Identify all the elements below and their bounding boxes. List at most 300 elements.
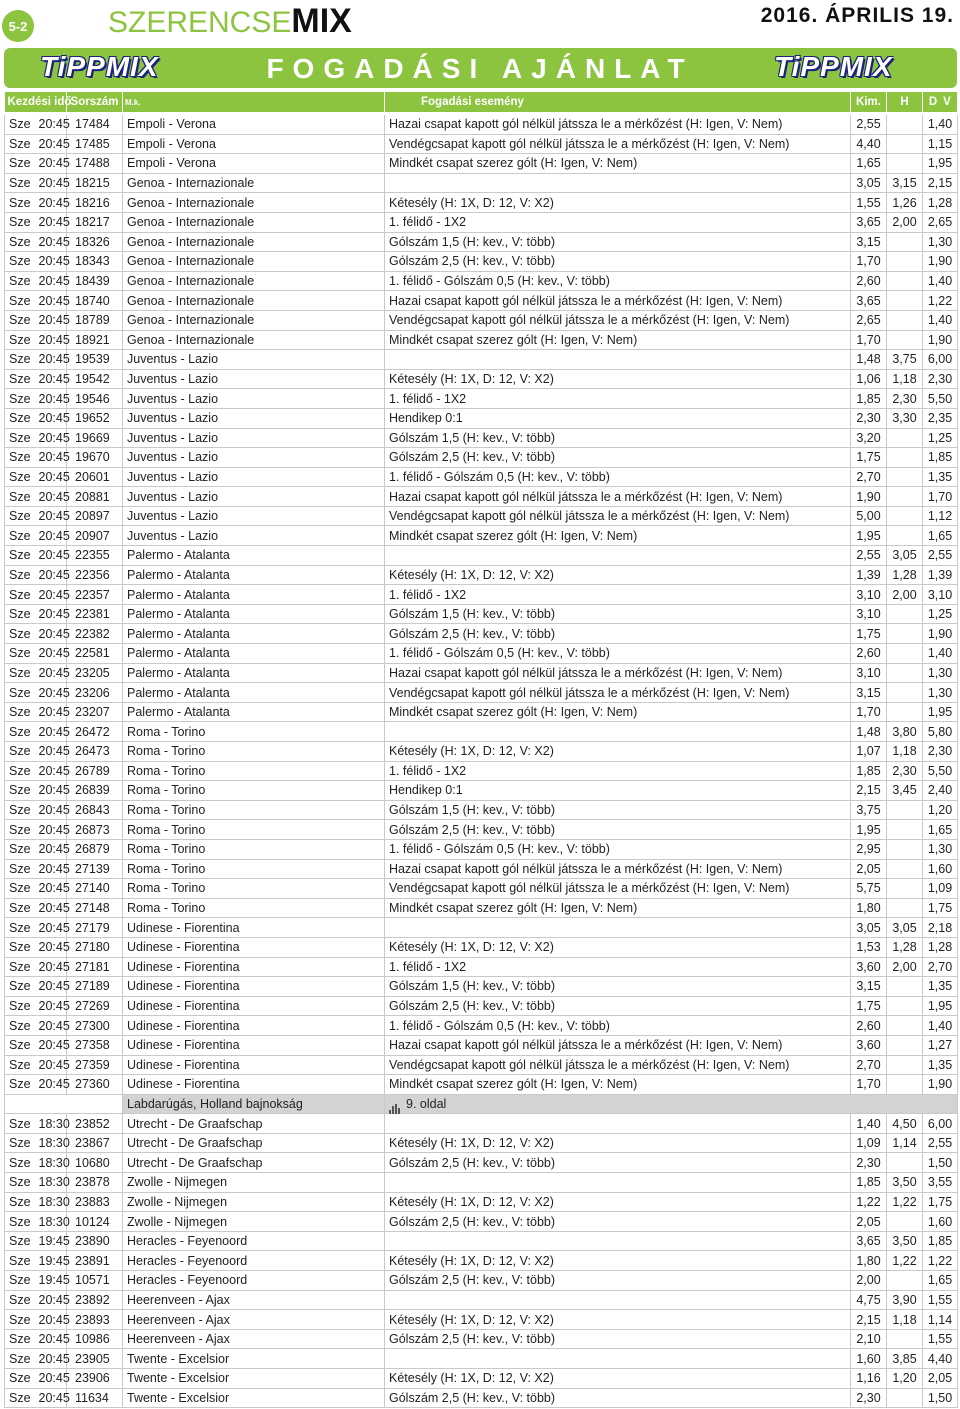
cell-id: 17485	[67, 134, 123, 154]
cell-day: Sze	[5, 1271, 33, 1291]
table-row	[5, 1290, 958, 1310]
cell-event: Hazai csapat kapott gól nélkül játssza le a mérkőzést (H: Igen, V: Nem)	[385, 663, 851, 683]
cell-id: 18217	[67, 212, 123, 232]
cell-time: 20:45	[33, 565, 67, 585]
cell-time: 20:45	[33, 115, 67, 134]
cell-day: Sze	[5, 702, 33, 722]
cell-odds-kim: 1,40	[851, 1114, 887, 1134]
cell-event: Gólszám 1,5 (H: kev., V: több)	[385, 604, 851, 624]
cell-odds-kim: 1,09	[851, 1133, 887, 1153]
cell-match: Genoa - Internazionale	[123, 330, 385, 350]
cell-odds-kim: 2,70	[851, 1055, 887, 1075]
cell-odds-h	[887, 624, 923, 644]
cell-odds-kim: 1,70	[851, 330, 887, 350]
cell-match: Heracles - Feyenoord	[123, 1231, 385, 1251]
cell-time: 20:45	[33, 898, 67, 918]
cell-odds-h: 3,05	[887, 546, 923, 566]
cell-day: Sze	[5, 957, 33, 977]
cell-odds-kim: 1,65	[851, 154, 887, 174]
cell-odds-h: 2,00	[887, 957, 923, 977]
cell-odds-kim: 3,15	[851, 232, 887, 252]
cell-odds-v: 1,65	[923, 1271, 958, 1291]
table-row	[5, 1271, 958, 1291]
cell-match: Palermo - Atalanta	[123, 683, 385, 703]
cell-odds-v: 1,90	[923, 252, 958, 272]
cell-id: 26879	[67, 839, 123, 859]
cell-odds-h	[887, 506, 923, 526]
cell-day: Sze	[5, 526, 33, 546]
cell-match: Heracles - Feyenoord	[123, 1251, 385, 1271]
cell-odds-v: 4,40	[923, 1349, 958, 1369]
cell-odds-h: 4,50	[887, 1114, 923, 1134]
table-row	[5, 918, 958, 938]
cell-odds-v: 1,55	[923, 1329, 958, 1349]
cell-odds-kim: 2,70	[851, 467, 887, 487]
cell-event	[385, 1114, 851, 1134]
cell-event: Hendikep 0:1	[385, 408, 851, 428]
bar-chart-icon	[389, 1096, 403, 1106]
cell-time: 18:30	[33, 1192, 67, 1212]
cell-time: 19:45	[33, 1251, 67, 1271]
cell-day: Sze	[5, 1133, 33, 1153]
cell-time: 20:45	[33, 957, 67, 977]
cell-event: Mindkét csapat szerez gólt (H: Igen, V: Nem)	[385, 154, 851, 174]
cell-day: Sze	[5, 1212, 33, 1232]
page-ref-text: 9. oldal	[406, 1096, 447, 1111]
cell-odds-h: 3,50	[887, 1173, 923, 1193]
cell-odds-v: 2,18	[923, 918, 958, 938]
table-row	[5, 546, 958, 566]
cell-odds-v: 1,28	[923, 937, 958, 957]
cell-odds-v: 2,70	[923, 957, 958, 977]
cell-day: Sze	[5, 232, 33, 252]
cell-day: Sze	[5, 1231, 33, 1251]
cell-day: Sze	[5, 781, 33, 801]
cell-match: Palermo - Atalanta	[123, 565, 385, 585]
cell-event: Gólszám 2,5 (H: kev., V: több)	[385, 1388, 851, 1408]
cell-id: 27300	[67, 1016, 123, 1036]
table-row	[5, 702, 958, 722]
cell-event: Gólszám 2,5 (H: kev., V: több)	[385, 1329, 851, 1349]
cell-id: 23867	[67, 1133, 123, 1153]
cell-event: Kétesély (H: 1X, D: 12, V: X2)	[385, 1192, 851, 1212]
col-d: D	[928, 96, 938, 108]
cell-match: Juventus - Lazio	[123, 487, 385, 507]
cell-day: Sze	[5, 937, 33, 957]
cell-id: 23883	[67, 1192, 123, 1212]
odds-table	[4, 92, 958, 1408]
cell-day: Sze	[5, 506, 33, 526]
cell-odds-h	[887, 526, 923, 546]
cell-odds-kim: 5,00	[851, 506, 887, 526]
cell-odds-h: 1,28	[887, 937, 923, 957]
cell-day: Sze	[5, 977, 33, 997]
cell-time: 18:30	[33, 1133, 67, 1153]
table-row	[5, 1310, 958, 1330]
cell-odds-v: 2,15	[923, 173, 958, 193]
cell-day: Sze	[5, 683, 33, 703]
cell-odds-kim: 3,10	[851, 604, 887, 624]
table-row	[5, 526, 958, 546]
cell-id: 19546	[67, 389, 123, 409]
cell-event	[385, 918, 851, 938]
cell-odds-v: 2,35	[923, 408, 958, 428]
cell-time: 20:45	[33, 193, 67, 213]
cell-odds-kim: 3,20	[851, 428, 887, 448]
cell-odds-kim: 1,70	[851, 1075, 887, 1095]
cell-time: 20:45	[33, 820, 67, 840]
cell-time: 20:45	[33, 761, 67, 781]
cell-event: Mindkét csapat szerez gólt (H: Igen, V: Nem)	[385, 702, 851, 722]
cell-odds-v: 1,40	[923, 644, 958, 664]
cell-day: Sze	[5, 310, 33, 330]
cell-id: 26843	[67, 800, 123, 820]
cell-odds-v: 5,80	[923, 722, 958, 742]
cell-odds-v: 1,30	[923, 232, 958, 252]
table-row	[5, 252, 958, 272]
table-row	[5, 565, 958, 585]
table-row	[5, 271, 958, 291]
cell-odds-kim: 2,55	[851, 115, 887, 134]
table-row	[5, 1231, 958, 1251]
brand-light: SZERENCSE	[108, 6, 292, 39]
cell-match: Twente - Excelsior	[123, 1349, 385, 1369]
cell-time: 18:30	[33, 1153, 67, 1173]
cell-odds-v: 2,40	[923, 781, 958, 801]
cell-odds-v: 2,65	[923, 212, 958, 232]
cell-match: Heerenveen - Ajax	[123, 1329, 385, 1349]
cell-odds-v: 6,00	[923, 350, 958, 370]
cell-day: Sze	[5, 350, 33, 370]
cell-odds-v: 1,35	[923, 1055, 958, 1075]
cell-odds-kim: 1,60	[851, 1349, 887, 1369]
cell-match: Juventus - Lazio	[123, 467, 385, 487]
cell-time: 20:45	[33, 742, 67, 762]
cell-odds-h	[887, 898, 923, 918]
table-header-row	[5, 92, 958, 112]
table-row	[5, 604, 958, 624]
cell-odds-v: 1,14	[923, 1310, 958, 1330]
cell-time: 20:45	[33, 1055, 67, 1075]
cell-day: Sze	[5, 252, 33, 272]
cell-odds-v: 1,22	[923, 291, 958, 311]
cell-odds-h: 1,22	[887, 1192, 923, 1212]
cell-odds-kim: 1,48	[851, 350, 887, 370]
cell-day: Sze	[5, 408, 33, 428]
cell-odds-h: 3,30	[887, 408, 923, 428]
cell-odds-kim: 3,05	[851, 173, 887, 193]
table-row	[5, 369, 958, 389]
cell-event: Kétesély (H: 1X, D: 12, V: X2)	[385, 1133, 851, 1153]
cell-odds-kim: 2,55	[851, 546, 887, 566]
brand-bold: MIX	[291, 2, 352, 40]
cell-match: Juventus - Lazio	[123, 389, 385, 409]
cell-match: Genoa - Internazionale	[123, 212, 385, 232]
cell-day: Sze	[5, 1192, 33, 1212]
table-row	[5, 820, 958, 840]
cell-match: Zwolle - Nijmegen	[123, 1212, 385, 1232]
cell-odds-h: 1,20	[887, 1369, 923, 1389]
cell-event: Gólszám 2,5 (H: kev., V: több)	[385, 996, 851, 1016]
cell-event: Gólszám 1,5 (H: kev., V: több)	[385, 232, 851, 252]
cell-event: Kétesély (H: 1X, D: 12, V: X2)	[385, 937, 851, 957]
cell-time: 20:45	[33, 585, 67, 605]
cell-odds-kim: 1,80	[851, 1251, 887, 1271]
cell-match: Empoli - Verona	[123, 115, 385, 134]
cell-event	[385, 722, 851, 742]
cell-match: Udinese - Fiorentina	[123, 918, 385, 938]
cell-odds-v: 1,95	[923, 702, 958, 722]
cell-odds-v: 1,85	[923, 1231, 958, 1251]
table-row	[5, 1016, 958, 1036]
cell-day: Sze	[5, 1251, 33, 1271]
cell-day: Sze	[5, 624, 33, 644]
cell-id: 23892	[67, 1290, 123, 1310]
cell-odds-kim: 2,15	[851, 1310, 887, 1330]
cell-match: Utrecht - De Graafschap	[123, 1153, 385, 1173]
cell-match: Genoa - Internazionale	[123, 271, 385, 291]
cell-odds-kim: 1,70	[851, 702, 887, 722]
cell-match: Juventus - Lazio	[123, 428, 385, 448]
cell-day: Sze	[5, 369, 33, 389]
cell-odds-kim: 1,75	[851, 624, 887, 644]
cell-match: Roma - Torino	[123, 800, 385, 820]
cell-odds-v: 1,09	[923, 879, 958, 899]
cell-odds-kim: 3,65	[851, 1231, 887, 1251]
cell-odds-kim: 1,85	[851, 761, 887, 781]
cell-event	[385, 1349, 851, 1369]
cell-odds-kim: 2,05	[851, 859, 887, 879]
cell-odds-v: 1,22	[923, 1251, 958, 1271]
table-row	[5, 1173, 958, 1193]
cell-match: Heracles - Feyenoord	[123, 1271, 385, 1291]
cell-id: 18216	[67, 193, 123, 213]
cell-odds-v: 1,28	[923, 193, 958, 213]
cell-odds-h: 1,22	[887, 1251, 923, 1271]
col-d-v	[923, 92, 958, 112]
cell-event: Gólszám 2,5 (H: kev., V: több)	[385, 1271, 851, 1291]
cell-match: Twente - Excelsior	[123, 1388, 385, 1408]
cell-time: 20:45	[33, 624, 67, 644]
cell-match: Heerenveen - Ajax	[123, 1310, 385, 1330]
cell-odds-h	[887, 996, 923, 1016]
cell-day: Sze	[5, 918, 33, 938]
cell-day: Sze	[5, 1016, 33, 1036]
table-row	[5, 1192, 958, 1212]
cell-day: Sze	[5, 1329, 33, 1349]
cell-odds-h	[887, 291, 923, 311]
cell-event: Hendikep 0:1	[385, 781, 851, 801]
cell-odds-v: 1,25	[923, 428, 958, 448]
cell-odds-kim: 1,75	[851, 996, 887, 1016]
cell-odds-kim: 1,70	[851, 252, 887, 272]
cell-match: Roma - Torino	[123, 839, 385, 859]
cell-id: 27189	[67, 977, 123, 997]
cell-day: Sze	[5, 173, 33, 193]
cell-match: Roma - Torino	[123, 879, 385, 899]
cell-odds-kim: 3,10	[851, 663, 887, 683]
cell-odds-v: 1,40	[923, 115, 958, 134]
table-row	[5, 506, 958, 526]
cell-event: Mindkét csapat szerez gólt (H: Igen, V: Nem)	[385, 898, 851, 918]
cell-match: Empoli - Verona	[123, 134, 385, 154]
table-row	[5, 115, 958, 134]
cell-odds-h	[887, 1271, 923, 1291]
cell-odds-h: 2,00	[887, 585, 923, 605]
cell-id: 27360	[67, 1075, 123, 1095]
cell-odds-v: 1,60	[923, 859, 958, 879]
cell-odds-v: 1,30	[923, 663, 958, 683]
cell-event: Vendégcsapat kapott gól nélkül játssza le a mérkőzést (H: Igen, V: Nem)	[385, 310, 851, 330]
cell-odds-v: 2,55	[923, 546, 958, 566]
cell-id: 27180	[67, 937, 123, 957]
table-row	[5, 350, 958, 370]
cell-day: Sze	[5, 1310, 33, 1330]
cell-odds-h: 3,45	[887, 781, 923, 801]
cell-id: 27140	[67, 879, 123, 899]
cell-id: 11634	[67, 1388, 123, 1408]
cell-odds-h	[887, 604, 923, 624]
cell-match: Udinese - Fiorentina	[123, 937, 385, 957]
cell-time: 20:45	[33, 428, 67, 448]
cell-odds-kim: 1,55	[851, 193, 887, 213]
cell-odds-h	[887, 800, 923, 820]
cell-odds-h	[887, 683, 923, 703]
cell-time: 20:45	[33, 879, 67, 899]
cell-day: Sze	[5, 1153, 33, 1173]
cell-time: 20:45	[33, 1349, 67, 1369]
cell-event: Kétesély (H: 1X, D: 12, V: X2)	[385, 742, 851, 762]
cell-event: 1. félidő - 1X2	[385, 957, 851, 977]
cell-match: Zwolle - Nijmegen	[123, 1192, 385, 1212]
cell-odds-kim: 3,15	[851, 683, 887, 703]
cell-match: Palermo - Atalanta	[123, 663, 385, 683]
cell-day: Sze	[5, 1388, 33, 1408]
table-row	[5, 800, 958, 820]
cell-odds-h: 3,75	[887, 350, 923, 370]
section-spacer	[5, 1094, 123, 1114]
cell-event: 1. félidő - Gólszám 0,5 (H: kev., V: több)	[385, 467, 851, 487]
cell-match: Palermo - Atalanta	[123, 546, 385, 566]
cell-odds-kim: 2,05	[851, 1212, 887, 1232]
cell-id: 10680	[67, 1153, 123, 1173]
table-row	[5, 232, 958, 252]
table-row	[5, 1349, 958, 1369]
cell-day: Sze	[5, 898, 33, 918]
table-row	[5, 212, 958, 232]
cell-match: Palermo - Atalanta	[123, 644, 385, 664]
cell-event	[385, 1231, 851, 1251]
cell-event: 1. félidő - Gólszám 0,5 (H: kev., V: több)	[385, 271, 851, 291]
cell-id: 18740	[67, 291, 123, 311]
cell-odds-v: 1,90	[923, 1075, 958, 1095]
cell-odds-h: 1,26	[887, 193, 923, 213]
cell-match: Udinese - Fiorentina	[123, 957, 385, 977]
cell-time: 20:45	[33, 467, 67, 487]
cell-time: 20:45	[33, 212, 67, 232]
cell-match: Palermo - Atalanta	[123, 702, 385, 722]
cell-event: Kétesély (H: 1X, D: 12, V: X2)	[385, 1251, 851, 1271]
cell-event: Kétesély (H: 1X, D: 12, V: X2)	[385, 1369, 851, 1389]
cell-event: Kétesély (H: 1X, D: 12, V: X2)	[385, 1310, 851, 1330]
cell-id: 20907	[67, 526, 123, 546]
cell-odds-h	[887, 232, 923, 252]
cell-match: Juventus - Lazio	[123, 506, 385, 526]
cell-day: Sze	[5, 1290, 33, 1310]
cell-day: Sze	[5, 565, 33, 585]
cell-id: 23878	[67, 1173, 123, 1193]
cell-day: Sze	[5, 428, 33, 448]
cell-event: Kétesély (H: 1X, D: 12, V: X2)	[385, 193, 851, 213]
cell-id: 27269	[67, 996, 123, 1016]
table-row	[5, 1153, 958, 1173]
cell-id: 27148	[67, 898, 123, 918]
cell-day: Sze	[5, 330, 33, 350]
cell-time: 20:45	[33, 702, 67, 722]
cell-odds-kim: 1,48	[851, 722, 887, 742]
cell-id: 23205	[67, 663, 123, 683]
cell-time: 20:45	[33, 1075, 67, 1095]
page-header	[0, 0, 960, 92]
cell-event	[385, 1173, 851, 1193]
cell-odds-v: 2,30	[923, 742, 958, 762]
cell-match: Utrecht - De Graafschap	[123, 1133, 385, 1153]
cell-time: 20:45	[33, 1290, 67, 1310]
table-row	[5, 722, 958, 742]
page-title: FOGADÁSI AJÁNLAT	[266, 53, 694, 84]
cell-odds-h: 3,50	[887, 1231, 923, 1251]
cell-id: 26789	[67, 761, 123, 781]
cell-odds-v: 1,95	[923, 154, 958, 174]
cell-id: 27181	[67, 957, 123, 977]
cell-id: 23206	[67, 683, 123, 703]
table-row	[5, 173, 958, 193]
cell-odds-v: 1,12	[923, 506, 958, 526]
cell-event: Vendégcsapat kapott gól nélkül játssza le a mérkőzést (H: Igen, V: Nem)	[385, 683, 851, 703]
cell-odds-kim: 3,60	[851, 1035, 887, 1055]
cell-odds-h	[887, 859, 923, 879]
cell-match: Udinese - Fiorentina	[123, 1016, 385, 1036]
cell-id: 26873	[67, 820, 123, 840]
cell-odds-kim: 1,85	[851, 389, 887, 409]
cell-event: Hazai csapat kapott gól nélkül játssza le a mérkőzést (H: Igen, V: Nem)	[385, 859, 851, 879]
cell-odds-kim: 2,10	[851, 1329, 887, 1349]
cell-id: 18921	[67, 330, 123, 350]
col-id: Sorszám	[67, 92, 123, 112]
cell-odds-kim: 2,30	[851, 1388, 887, 1408]
cell-id: 20601	[67, 467, 123, 487]
cell-id: 23891	[67, 1251, 123, 1271]
cell-time: 20:45	[33, 683, 67, 703]
cell-event: 1. félidő - Gólszám 0,5 (H: kev., V: több)	[385, 644, 851, 664]
table-body	[5, 115, 958, 1408]
cell-odds-kim: 1,80	[851, 898, 887, 918]
cell-odds-h: 3,80	[887, 722, 923, 742]
cell-event: Gólszám 1,5 (H: kev., V: több)	[385, 977, 851, 997]
cell-odds-kim: 3,60	[851, 957, 887, 977]
cell-odds-kim: 4,40	[851, 134, 887, 154]
table-row	[5, 1055, 958, 1075]
cell-day: Sze	[5, 859, 33, 879]
cell-day: Sze	[5, 1114, 33, 1134]
table-row	[5, 937, 958, 957]
cell-event: Hazai csapat kapott gól nélkül játssza le a mérkőzést (H: Igen, V: Nem)	[385, 487, 851, 507]
cell-time: 20:45	[33, 1329, 67, 1349]
table-row	[5, 898, 958, 918]
cell-time: 20:45	[33, 252, 67, 272]
table-row	[5, 193, 958, 213]
cell-odds-kim: 2,30	[851, 1153, 887, 1173]
